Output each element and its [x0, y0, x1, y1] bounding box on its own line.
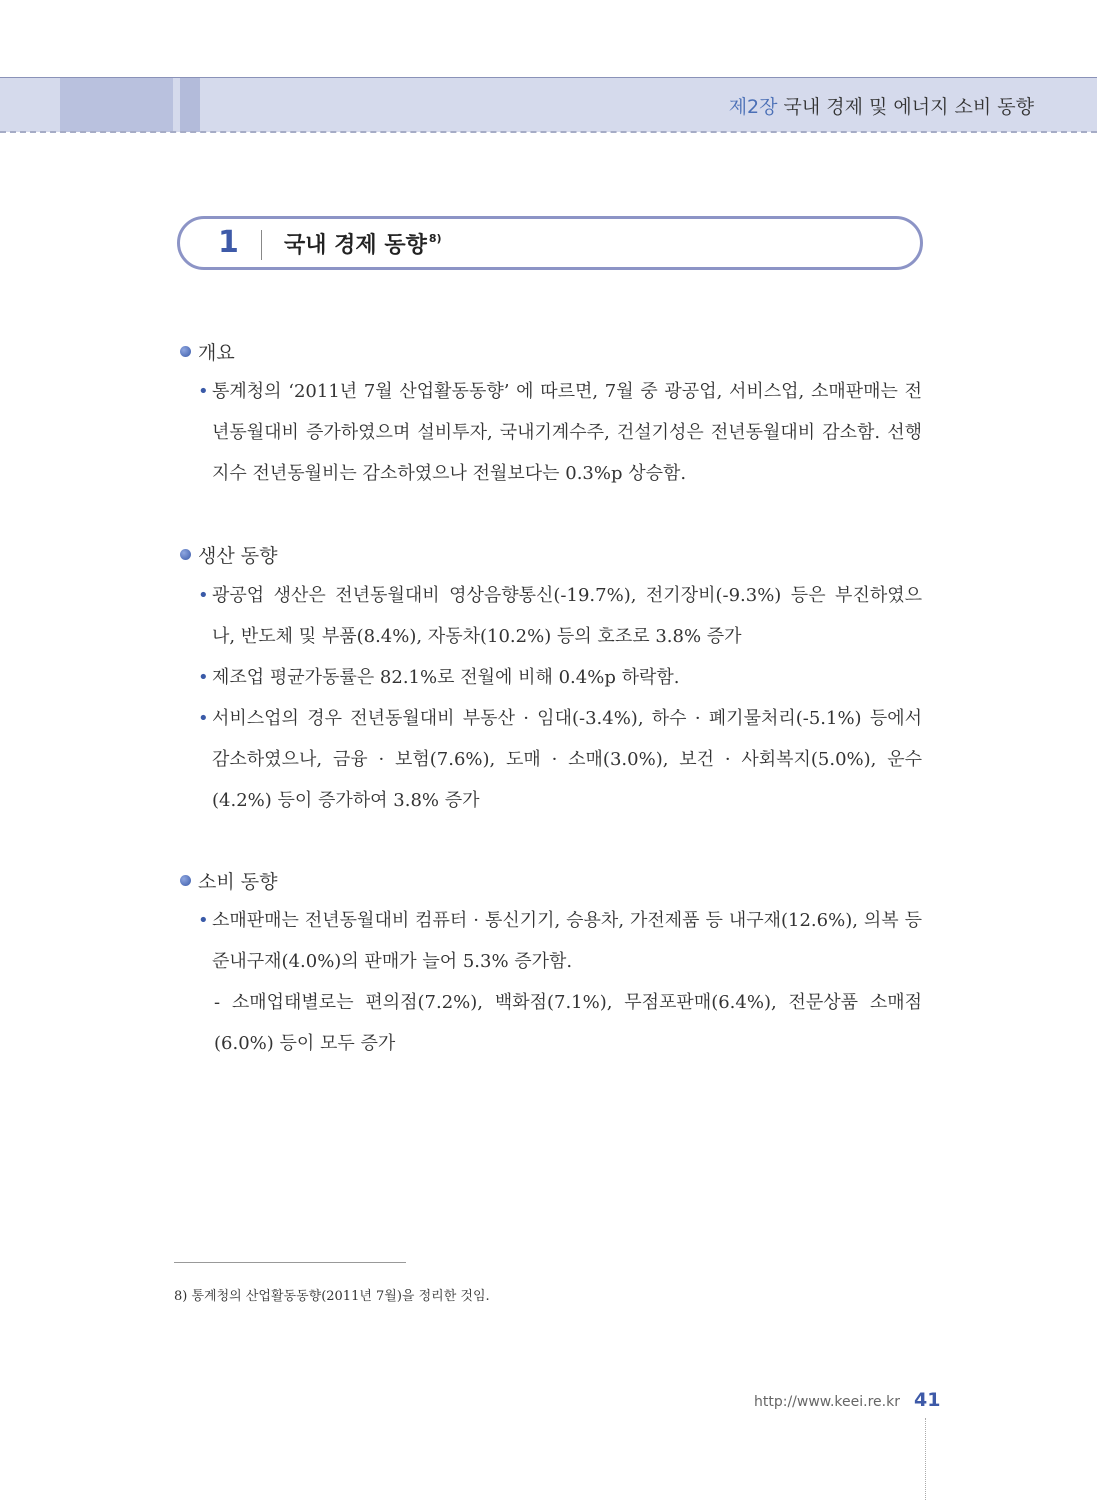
- chapter-title: [729, 92, 1034, 119]
- chapter-name: 국내 경제 및 에너지 소비 동향: [783, 96, 1034, 118]
- paragraph: [198, 657, 922, 698]
- heading-text: 개요: [198, 342, 235, 364]
- paragraph: [198, 698, 922, 821]
- bullet-dot-icon: [180, 875, 191, 886]
- paragraph: [198, 575, 922, 657]
- heading-text: 생산 동향: [198, 545, 278, 567]
- bullet-icon: •: [198, 381, 209, 402]
- bullet-icon: •: [198, 910, 209, 931]
- header-dashed-rule: [0, 131, 1097, 133]
- paragraph-text: 광공업 생산은 전년동월대비 영상음향통신(-19.7%), 전기장비(-9.3%) 등은 부진하였으나, 반도체 및 부품(8.4%), 자동차(10.2%) 등의 호조로 3.8% 증가: [212, 585, 922, 647]
- paragraph: [198, 900, 922, 982]
- bullet-icon: •: [198, 585, 209, 606]
- section-title: [284, 228, 442, 259]
- header-decor-stripe: [180, 78, 200, 132]
- paragraph-text: 소매판매는 전년동월대비 컴퓨터 · 통신기기, 승용차, 가전제품 등 내구재(12.6%), 의복 등 준내구재(4.0%)의 판매가 늘어 5.3% 증가함.: [212, 910, 922, 972]
- footnote: 8) 통계청의 산업활동동향(2011년 7월)을 정리한 것임.: [174, 1289, 490, 1304]
- paragraph-text: 제조업 평균가동률은 82.1%로 전월에 비해 0.4%p 하락함.: [212, 667, 680, 688]
- page-number: 41: [914, 1389, 941, 1411]
- footnote-rule: [174, 1262, 406, 1263]
- footer-url: http://www.keei.re.kr: [754, 1394, 900, 1410]
- heading-consumption: [180, 867, 277, 894]
- paragraph: [198, 371, 922, 494]
- bullet-dot-icon: [180, 549, 191, 560]
- section-title-text: 국내 경제 동향: [284, 233, 427, 258]
- heading-overview: [180, 338, 235, 365]
- section-title-box: [177, 216, 923, 270]
- paragraph-text: 서비스업의 경우 전년동월대비 부동산 · 임대(-3.4%), 하수 · 폐기물처리(-5.1%) 등에서 감소하였으나, 금융 · 보험(7.6%), 도매 · 소매(3.0%), 보건 · 사회복지(5.0%), 운수(4.2%) 등이 증가하여 3.8% 증가: [212, 708, 922, 811]
- sub-paragraph: - 소매업태별로는 편의점(7.2%), 백화점(7.1%), 무점포판매(6.4%), 전문상품 소매점 (6.0%) 등이 모두 증가: [214, 992, 922, 1054]
- section-divider: [261, 230, 262, 260]
- footer-dotted-line: [925, 1418, 926, 1500]
- footnote-ref: 8): [428, 232, 442, 245]
- header-decor-block: [60, 78, 173, 132]
- bullet-dot-icon: [180, 346, 191, 357]
- heading-production: [180, 541, 277, 568]
- bullet-icon: •: [198, 708, 209, 729]
- running-header: [0, 77, 1097, 132]
- paragraph-text: 통계청의 ‘2011년 7월 산업활동동향’ 에 따르면, 7월 중 광공업, 서비스업, 소매판매는 전년동월대비 증가하였으며 설비투자, 국내기계수주, 건설기성은 전년동월대비 감소함. 선행지수 전년동월비는 감소하였으나 전월보다는 0.3%p 상승함.: [212, 381, 922, 484]
- section-number: 1: [218, 225, 239, 260]
- chapter-number: 제2장: [728, 96, 778, 118]
- heading-text: 소비 동향: [198, 871, 278, 893]
- bullet-icon: •: [198, 667, 209, 688]
